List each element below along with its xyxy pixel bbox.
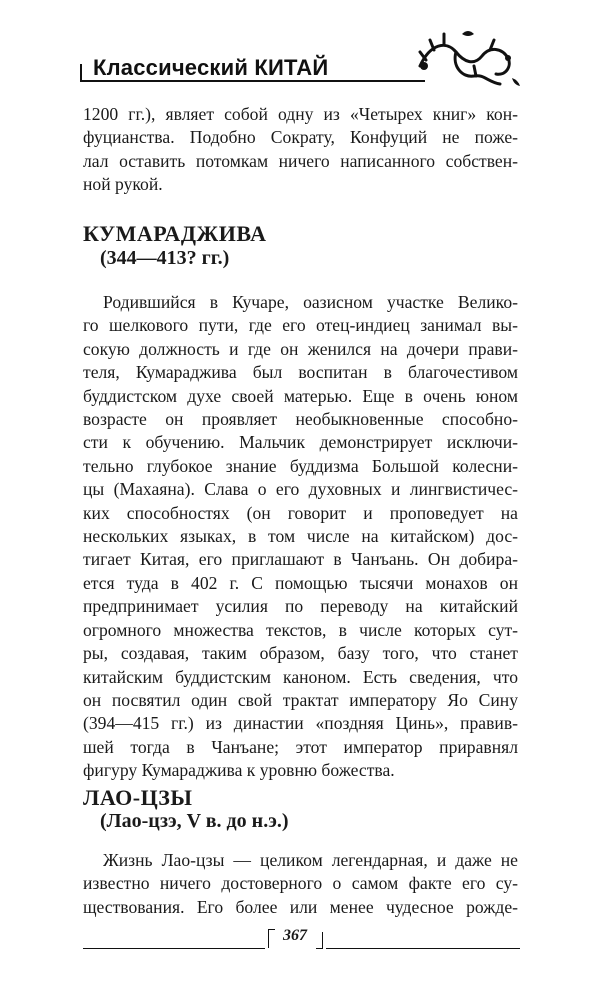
section-subheading-laozi: (Лао-цзэ, V в. до н.э.): [100, 810, 289, 832]
text-line: известно ничего достоверного о самом факте его су-: [83, 873, 518, 894]
kumarajiva-paragraph: [83, 291, 518, 783]
text-line: буддистском духе своей матерью. Еще в очень юном: [83, 385, 518, 406]
text-line: (394—415 гг.) из династии «поздняя Цинь», правив-: [83, 713, 518, 734]
text-line: ется туда в 402 г. С помощью тысячи монахов он: [83, 572, 518, 593]
section-heading-kumarajiva: КУМАРАДЖИВА: [83, 221, 267, 246]
text-line: тельно глубокое знание буддизма Большой колесни-: [83, 455, 518, 476]
section-heading-laozi: ЛАО-ЦЗЫ: [83, 785, 193, 810]
text-line: он посвятил один свой трактат императору Яо Сину: [83, 689, 518, 710]
text-line: цы (Махаяна). Слава о его духовных и лингвистичес-: [83, 479, 518, 500]
page-number: 367: [283, 927, 307, 944]
text-line: сокую должность и где он женился на дочери прави-: [83, 338, 518, 359]
text-line: огромного множества текстов, в числе которых сут-: [83, 619, 518, 640]
text-line: ной рукой.: [83, 174, 163, 195]
text-line: Родившийся в Кучаре, оазисном участке Велико-: [103, 292, 518, 312]
page-number-bracket-right: [316, 932, 323, 949]
text-line: китайским буддистским каноном. Есть сведения, что: [83, 666, 518, 687]
text-line: го шелкового пути, где его отец-индиец занимал вы-: [83, 315, 518, 336]
text-line: ществования. Его более или менее чудесное рожде-: [83, 896, 518, 917]
text-line: возрасте он проявляет необыкновенные способно-: [83, 409, 518, 430]
text-line: шей тогда в Чанъане; этот император приравнял: [83, 736, 518, 757]
intro-paragraph: [83, 103, 518, 197]
text-line: лал оставить потомкам ничего написанного собствен-: [83, 150, 518, 171]
text-line: фигуру Кумараджива к уровню божества.: [83, 760, 395, 781]
text-line: ры, создавая, таким образом, базу того, что станет: [83, 643, 518, 664]
footer-rule-left: [83, 948, 265, 949]
text-line: теля, Кумараджива был воспитан в благочестивом: [83, 362, 518, 383]
dragon-icon: [412, 26, 522, 90]
text-line: тигает Китая, его приглашают в Чанъань. Он добира-: [83, 549, 518, 570]
text-line: ких способностях (он говорит и проповедует на: [83, 502, 518, 523]
footer-rule-right: [326, 948, 520, 949]
header-rule: [80, 80, 425, 82]
text-line: фуцианства. Подобно Сократу, Конфуций не поже-: [83, 127, 518, 148]
text-line: нескольких языках, в том числе на китайском) дос-: [83, 526, 518, 547]
running-header-title: Классический КИТАЙ: [93, 55, 329, 80]
section-subheading-kumarajiva: (344—413? гг.): [100, 247, 230, 269]
running-header: [0, 0, 600, 92]
text-line: 1200 гг.), являет собой одну из «Четырех книг» кон-: [83, 104, 518, 124]
text-line: Жизнь Лао-цзы — целиком легендарная, и даже не: [103, 850, 518, 870]
laozi-paragraph: [83, 849, 518, 919]
text-line: сти к обучению. Мальчик демонстрирует исключи-: [83, 432, 518, 453]
text-line: предпринимает усилия по переводу на китайский: [83, 596, 518, 617]
